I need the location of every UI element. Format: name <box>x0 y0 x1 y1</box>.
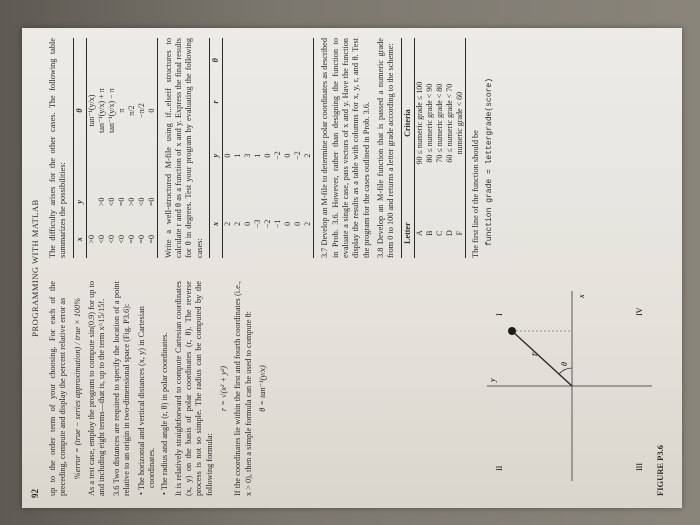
grade-header-letter: Letter <box>401 208 414 258</box>
grade-row-cell: numeric grade < 60 <box>455 38 466 208</box>
conditions-row-cell: =0 <box>136 235 146 244</box>
test-case-row-cell <box>303 38 314 83</box>
theta-label: θ <box>560 362 569 366</box>
figure-caption: FIGURE P3.6 <box>655 445 665 496</box>
conditions-row <box>147 38 158 258</box>
rotated-page-content <box>22 28 682 508</box>
quadrant-4-label: IV <box>635 307 644 316</box>
right-column <box>48 38 495 258</box>
test-case-row-cell <box>273 38 283 83</box>
cond-header-x: x <box>73 221 86 258</box>
figure-p3-6 <box>477 281 667 496</box>
conditions-row-cell: =0 <box>116 197 126 207</box>
test-case-row <box>293 38 303 258</box>
conditions-row <box>107 38 117 258</box>
theta-equation: θ = tan⁻¹(y/x) <box>258 365 268 412</box>
test-case-row-cell <box>243 83 253 122</box>
test-case-row-cell: −2 <box>273 151 283 160</box>
conditions-row <box>97 38 107 258</box>
test-case-row-cell <box>243 38 253 83</box>
conditions-table-body <box>86 38 157 258</box>
test-case-row-cell: −2 <box>263 219 273 229</box>
grade-row-cell: D <box>444 230 454 237</box>
grade-row <box>414 38 425 258</box>
left-intro-paragraph: up to the order term of your choosing. For each of the preceding, compute and display the percent relative error as <box>48 281 68 496</box>
test-case-row-cell: 0 <box>263 153 273 158</box>
bullet-cartesian: • The horizontal and vertical distances (x, y) in Cartesian coordinates. <box>137 281 158 496</box>
grade-row-cell: 80 ≤ numeric grade < 90 <box>424 83 434 163</box>
conditions-row-cell: =0 <box>126 235 136 244</box>
radius-equation: r = √(x² + y²) <box>219 365 229 412</box>
grade-row <box>445 38 455 258</box>
conditions-row-cell: <0 <box>106 235 116 244</box>
test-case-row <box>223 38 234 258</box>
conditions-row-cell: <0 <box>136 197 146 207</box>
theta-arc <box>559 368 572 374</box>
grade-row-cell: 90 ≤ numeric grade ≤ 100 <box>414 81 424 165</box>
grade-row-cell: B <box>424 230 434 236</box>
test-case-row-cell <box>253 83 263 122</box>
bullet-polar: • The radius and angle (r, θ) in polar coordinates. <box>160 281 170 496</box>
test-case-row-cell <box>283 38 293 83</box>
test-case-row <box>303 38 314 258</box>
test-case-row <box>243 38 253 258</box>
test-header-x: x <box>210 190 223 258</box>
test-case-row-cell: 2 <box>303 190 314 258</box>
test-case-row-cell <box>223 83 234 122</box>
test-case-row-cell: 0 <box>223 153 233 158</box>
test-case-row <box>263 38 273 258</box>
right-intro-paragraph: The difficulty arises for the other cases. The following table summarizes the possibilities: <box>48 38 68 258</box>
closing-paragraph: The first line of the function should be <box>470 130 480 258</box>
conditions-row-cell: >0 <box>126 197 136 207</box>
polar-diagram <box>477 281 657 496</box>
test-cases-table-body <box>223 38 314 258</box>
cond-header-y: y <box>73 183 86 220</box>
test-header-y: y <box>210 121 223 189</box>
test-case-row-cell: 0 <box>283 221 293 226</box>
grade-table-body <box>414 38 465 258</box>
quadrant-1-label: I <box>495 313 504 316</box>
conditions-row-cell: <0 <box>96 235 106 244</box>
test-case-row-cell: 2 <box>233 221 243 226</box>
test-case-row-cell: 1 <box>233 153 243 158</box>
test-case-row-cell <box>303 83 314 122</box>
conditions-table <box>73 38 158 258</box>
test-case-row-cell <box>293 83 303 122</box>
conditions-row <box>127 38 137 258</box>
quadrant-2-label: II <box>495 465 504 471</box>
conditions-row <box>137 38 147 258</box>
grade-row <box>425 38 435 258</box>
test-case-row-cell <box>293 38 303 83</box>
textbook-page <box>22 28 682 508</box>
test-case-row-cell <box>223 38 234 83</box>
problem-3-7-paragraph: 3.7 Develop an M-file to determine polar coordinates as described in Prob. 3.6. However, rather than designing the function to evaluate a single case, pass vectors of x and y. Have the function display the results as a table with columns for x, y, r, and θ. Test the program for the cases outlined in Prob. 3.6. <box>320 38 371 258</box>
test-case-row-cell <box>233 38 243 83</box>
conditions-row-cell: −π/2 <box>136 103 146 118</box>
conditions-row-cell: 0 <box>147 38 158 183</box>
test-cases-table <box>209 38 314 258</box>
grade-row <box>455 38 466 258</box>
test-case-row-cell: −3 <box>253 219 263 229</box>
grade-row-cell: A <box>414 230 424 237</box>
problem-3-8-paragraph: 3.8 Develop an M-file function that is passed a numeric grade from 0 to 100 and returns a letter grade according to the scheme: <box>375 38 396 258</box>
problem-3-6-paragraph: 3.6 Two distances are required to specify the location of a point relative to an origin in two-dimensional space (Fig. P3.6): <box>111 281 132 496</box>
conditions-row-cell: >0 <box>86 235 96 244</box>
test-case-row <box>233 38 243 258</box>
test-case-row <box>273 38 283 258</box>
test-case-paragraph: As a test case, employ the program to compute sin(0.9) for up to and including eight terms—that is, up to the term x^15/15!. <box>87 281 107 496</box>
point-marker <box>508 327 516 335</box>
conditions-row-cell: π <box>116 108 126 113</box>
page-number: 92 <box>30 489 40 498</box>
conditions-row-cell: <0 <box>106 197 116 207</box>
test-header-theta: θ <box>210 38 223 83</box>
test-case-row-cell <box>253 38 263 83</box>
grade-header-criteria: Criteria <box>401 38 414 208</box>
error-equation: %error = (true − series approximation) / true × 100% <box>72 297 82 480</box>
r-label: r <box>529 352 539 356</box>
conditions-row-cell: <0 <box>116 235 126 244</box>
grade-row <box>435 38 445 258</box>
conditions-row-cell: tan⁻¹(y/x) + π <box>96 88 106 133</box>
test-case-row <box>283 38 293 258</box>
grade-row-cell: F <box>455 208 466 258</box>
cond-header-theta: θ <box>73 38 86 183</box>
grade-row-cell: 60 ≤ numeric grade < 70 <box>444 83 454 163</box>
test-case-row-cell <box>283 83 293 122</box>
conditions-row-cell: tan⁻¹(y/x) <box>86 94 96 127</box>
conditions-row-cell: π/2 <box>126 105 136 116</box>
quadrant-paragraph: If the coordinates lie within the first and fourth coordinates (i.e., x > 0), then a simple formula can be used to compute θ: <box>233 281 253 496</box>
test-case-row-cell: 2 <box>223 221 233 226</box>
test-case-row-cell: 1 <box>253 153 263 158</box>
conditions-row <box>117 38 127 258</box>
test-case-row-cell <box>233 83 243 122</box>
test-case-row-cell <box>263 83 273 122</box>
grade-row-cell: 70 ≤ numeric grade < 80 <box>434 83 444 163</box>
quadrant-3-label: III <box>635 463 644 471</box>
running-head: PROGRAMMING WITH MATLAB <box>30 199 40 337</box>
conditions-row <box>86 38 97 258</box>
function-signature: function grade = lettergrade(score) <box>485 77 495 246</box>
test-case-row <box>253 38 263 258</box>
y-axis-label: y <box>488 378 497 382</box>
test-case-row-cell: 0 <box>243 221 253 226</box>
conditions-row-cell: >0 <box>96 197 106 207</box>
conditions-row-cell: =0 <box>147 183 158 220</box>
test-case-row-cell: 0 <box>283 153 293 158</box>
test-case-row-cell: 3 <box>243 153 253 158</box>
grade-row-cell: C <box>434 230 444 236</box>
page-header <box>30 28 44 508</box>
test-case-row-cell <box>273 83 283 122</box>
test-case-row-cell: −2 <box>293 151 303 160</box>
radius-line <box>512 331 572 386</box>
test-header-r: r <box>210 83 223 122</box>
test-case-row-cell: −1 <box>273 219 283 229</box>
left-column <box>48 281 272 496</box>
conditions-row-cell <box>86 183 97 220</box>
test-case-row-cell <box>263 38 273 83</box>
grade-table <box>401 38 466 258</box>
relative-paragraph: It is relatively straightforward to compute Cartesian coordinates (x, y) on the basis of polar coordinates (r, θ). The reverse process is not so simple. The radius can be computed by the following formula: <box>173 281 214 496</box>
mfile-paragraph: Write a well-structured M-file using if...elseif structures to calculate r and θ as a function of x and y. Express the final results for θ in degrees. Test your program by evaluating the following cases: <box>163 38 204 258</box>
conditions-row-cell: =0 <box>147 221 158 258</box>
test-case-row-cell: 0 <box>293 221 303 226</box>
test-case-row-cell: 2 <box>303 121 314 189</box>
conditions-row-cell: tan⁻¹(y/x) − π <box>106 88 116 133</box>
x-axis-label: x <box>577 294 586 298</box>
